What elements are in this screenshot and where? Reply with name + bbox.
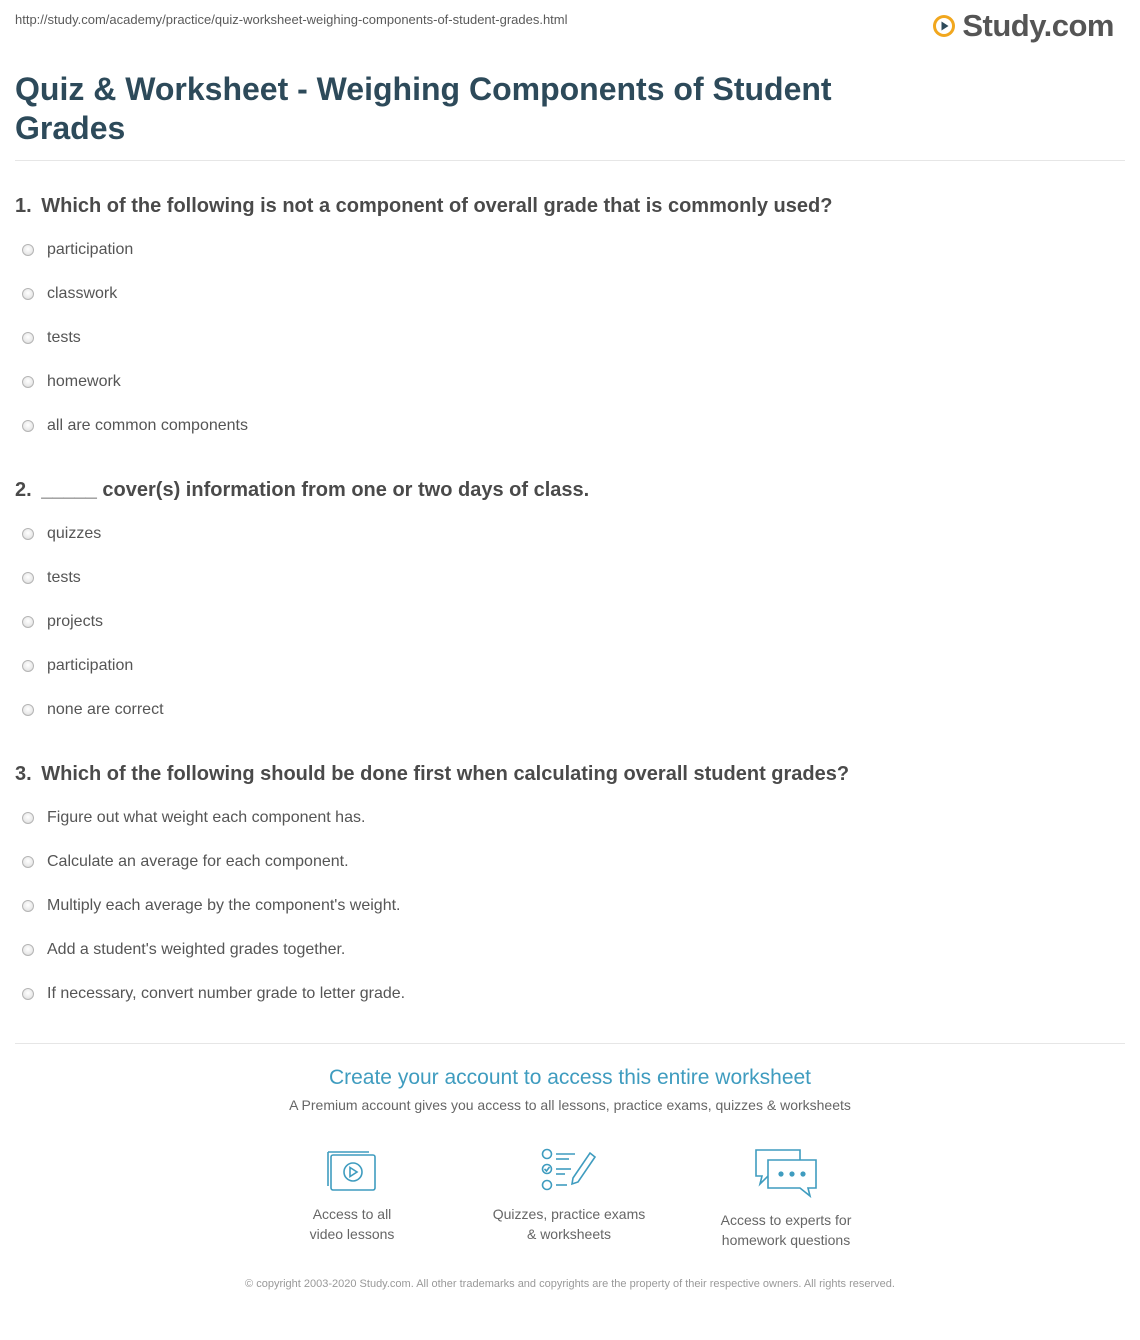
feature-label: Quizzes, practice exams [492,1206,646,1222]
answer-option[interactable] [22,701,164,745]
answer-option[interactable] [22,329,248,373]
radio-button[interactable] [22,288,34,300]
question-3 [15,763,849,786]
radio-button[interactable] [22,988,34,1000]
answer-option[interactable] [22,809,405,853]
create-account-link[interactable]: Create your account to access this entire worksheet [328,1066,812,1089]
quiz-checklist-icon [541,1148,597,1192]
answer-option[interactable] [22,525,164,569]
question-text: _____ cover(s) information from one or two days of class. [41,479,590,501]
feature-label: & worksheets [526,1226,612,1242]
radio-button[interactable] [22,332,34,344]
option-label: none are correct [47,701,164,718]
option-label: tests [47,329,81,346]
answer-option[interactable] [22,417,248,461]
answer-option[interactable] [22,897,405,941]
option-label: projects [47,613,104,630]
video-lesson-icon [327,1148,377,1192]
radio-button[interactable] [22,528,34,540]
question-text: Which of the following is [41,195,277,217]
option-label: Calculate an average for each component. [47,853,349,870]
question-emphasis: not [282,195,314,217]
copyright-notice: © copyright 2003-2020 Study.com. All other trademarks and copyrights are the property of their respective owners. All rights reserved. [245,1278,895,1290]
radio-button[interactable] [22,944,34,956]
option-label: classwork [47,285,118,302]
question-2-options [22,525,164,745]
option-label: Figure out what weight each component has. [47,809,366,826]
radio-button[interactable] [22,616,34,628]
option-label: Add a student's weighted grades together. [47,941,346,958]
option-label: Multiply each average by the component's weight. [47,897,401,914]
question-number: 1. [15,195,32,217]
title-divider [15,160,1125,161]
radio-button[interactable] [22,704,34,716]
feature-video-lessons [252,1148,452,1244]
feature-label: video lessons [309,1226,395,1242]
feature-quizzes [469,1148,669,1244]
answer-option[interactable] [22,373,248,417]
page-title: Quiz & Worksheet - Weighing Components of Student Grades [15,71,832,146]
chat-bubbles-icon [754,1148,818,1198]
page-url: http://study.com/academy/practice/quiz-worksheet-weighing-components-of-student-grades.html [15,12,568,27]
option-label: If necessary, convert number grade to letter grade. [47,985,406,1002]
cta-subtitle: A Premium account gives you access to all lessons, practice exams, quizzes & worksheets [289,1097,851,1113]
option-label: quizzes [47,525,102,542]
option-label: tests [47,569,81,586]
question-number: 3. [15,763,32,785]
study-logo[interactable] [932,8,1114,44]
feature-experts [686,1148,886,1250]
answer-option[interactable] [22,285,248,329]
option-label: participation [47,241,134,258]
question-2 [15,479,589,502]
radio-button[interactable] [22,900,34,912]
feature-label: Access to experts for [720,1212,852,1228]
question-1-options [22,241,248,461]
feature-label: Access to all [312,1206,392,1222]
answer-option[interactable] [22,613,164,657]
option-label: participation [47,657,134,674]
answer-option[interactable] [22,241,248,285]
question-1 [15,195,832,218]
radio-button[interactable] [22,812,34,824]
play-logo-icon [932,14,956,38]
option-label: homework [47,373,121,390]
radio-button[interactable] [22,572,34,584]
radio-button[interactable] [22,856,34,868]
radio-button[interactable] [22,660,34,672]
answer-option[interactable] [22,853,405,897]
radio-button[interactable] [22,420,34,432]
cta-divider [15,1043,1125,1044]
answer-option[interactable] [22,657,164,701]
option-label: all are common components [47,417,248,434]
question-text: Which of the following should be done first when calculating overall student grades? [41,763,850,785]
question-3-options [22,809,405,1029]
logo-text: Study.com [962,8,1114,43]
radio-button[interactable] [22,376,34,388]
answer-option[interactable] [22,941,405,985]
answer-option[interactable] [22,985,405,1029]
feature-label: homework questions [721,1232,851,1248]
question-text: a component of overall grade that is commonly used? [319,195,833,217]
question-number: 2. [15,479,32,501]
answer-option[interactable] [22,569,164,613]
radio-button[interactable] [22,244,34,256]
